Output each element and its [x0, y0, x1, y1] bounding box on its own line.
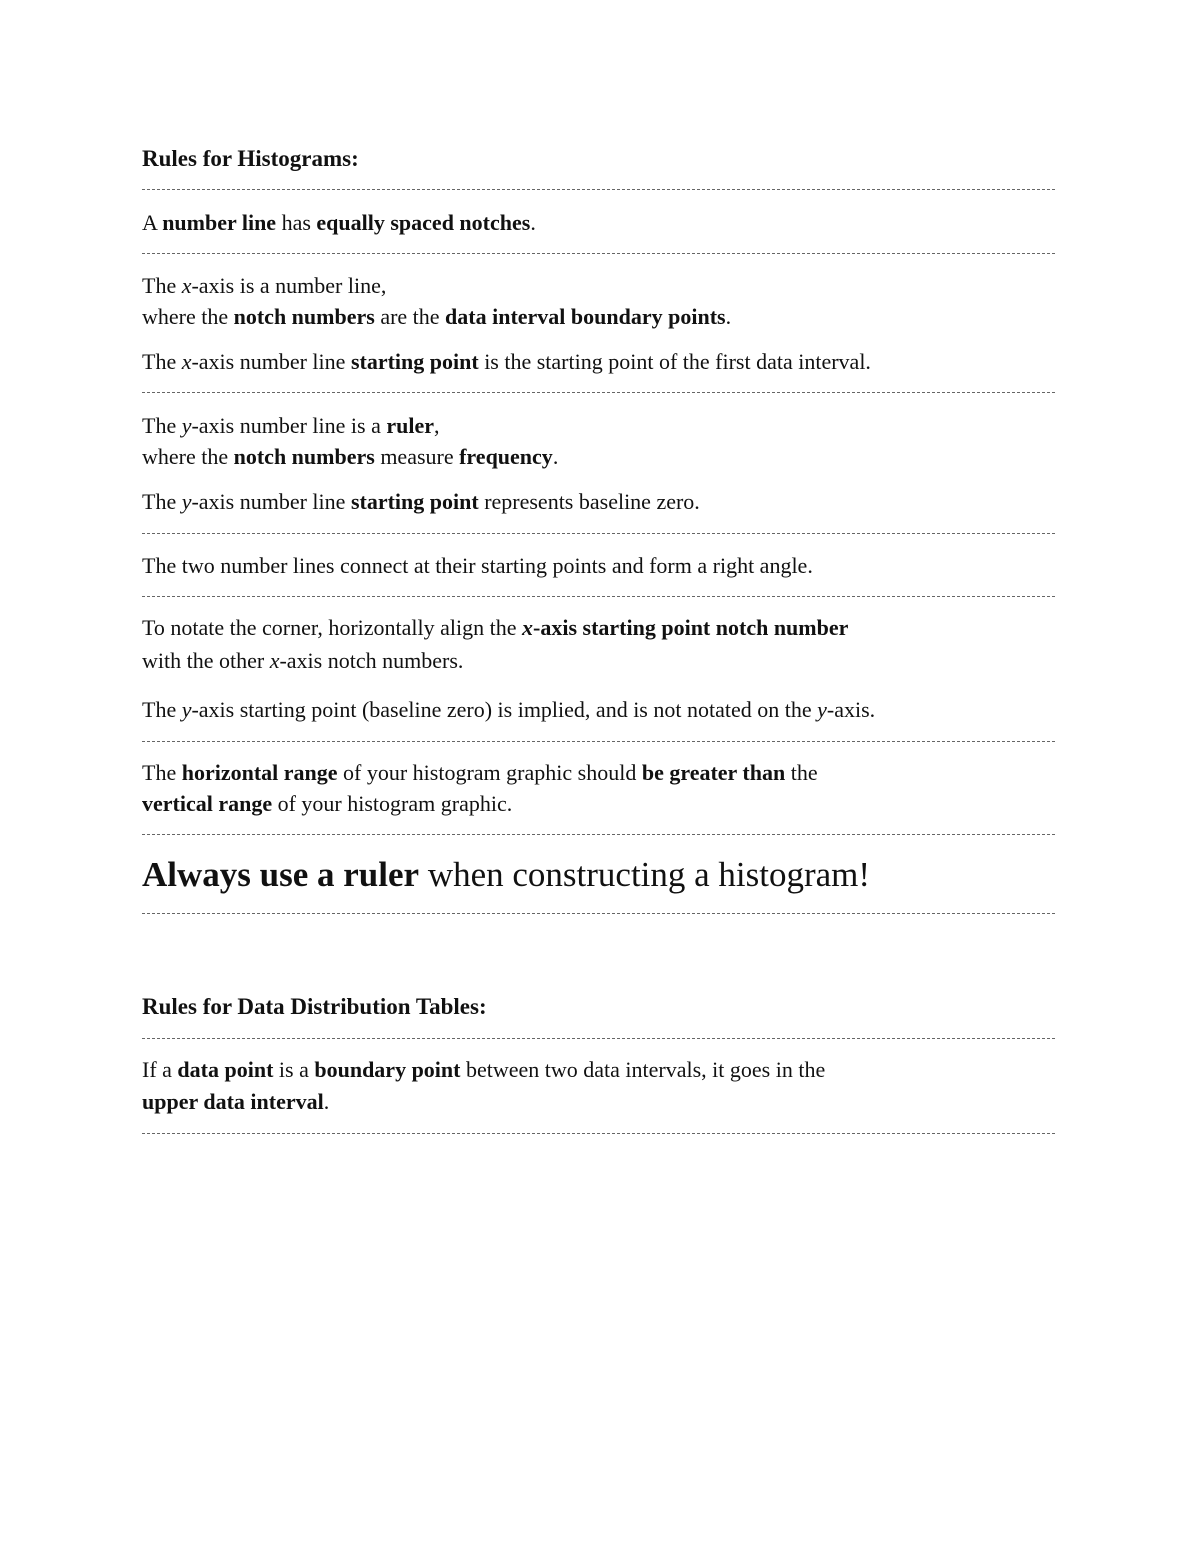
dashed-divider: [142, 189, 1055, 190]
y-axis-rule-line-2: where the notch numbers measure frequency.: [142, 444, 559, 469]
dashed-divider: [142, 1038, 1055, 1039]
dashed-divider: [142, 253, 1055, 254]
x-axis-rule-line-1: The x-axis is a number line,: [142, 273, 387, 298]
x-axis-rule-line-3: The x-axis number line starting point is the starting point of the first data interval.: [142, 349, 871, 374]
corner-rule-line-1: To notate the corner, horizontally align the x-axis starting point notch number: [142, 615, 849, 640]
dashed-divider: [142, 1133, 1055, 1134]
y-axis-rule-line-1: The y-axis number line is a ruler,: [142, 413, 440, 438]
dashed-divider: [142, 741, 1055, 742]
ruler-reminder: Always use a ruler when constructing a histogram!: [142, 855, 871, 894]
boundary-rule-line-1: If a data point is a boundary point between two data intervals, it goes in the: [142, 1057, 826, 1082]
x-axis-rule-line-2: where the notch numbers are the data interval boundary points.: [142, 304, 732, 329]
corner-rule-line-3: The y-axis starting point (baseline zero) is implied, and is not notated on the y-axis.: [142, 697, 876, 722]
dashed-divider: [142, 596, 1055, 597]
corner-rule-line-2: with the other x-axis notch numbers.: [142, 648, 464, 673]
dashed-divider: [142, 533, 1055, 534]
y-axis-rule-line-3: The y-axis number line starting point represents baseline zero.: [142, 489, 700, 514]
dashed-divider: [142, 913, 1055, 914]
range-rule-line-1: The horizontal range of your histogram graphic should be greater than the: [142, 760, 818, 785]
connect-rule: The two number lines connect at their starting points and form a right angle.: [142, 553, 813, 578]
dashed-divider: [142, 392, 1055, 393]
range-rule-line-2: vertical range of your histogram graphic.: [142, 791, 513, 816]
number-line-rule: A number line has equally spaced notches.: [142, 210, 536, 235]
tables-heading: Rules for Data Distribution Tables:: [142, 994, 487, 1019]
dashed-divider: [142, 834, 1055, 835]
histograms-heading: Rules for Histograms:: [142, 146, 359, 171]
boundary-rule-line-2: upper data interval.: [142, 1089, 330, 1114]
